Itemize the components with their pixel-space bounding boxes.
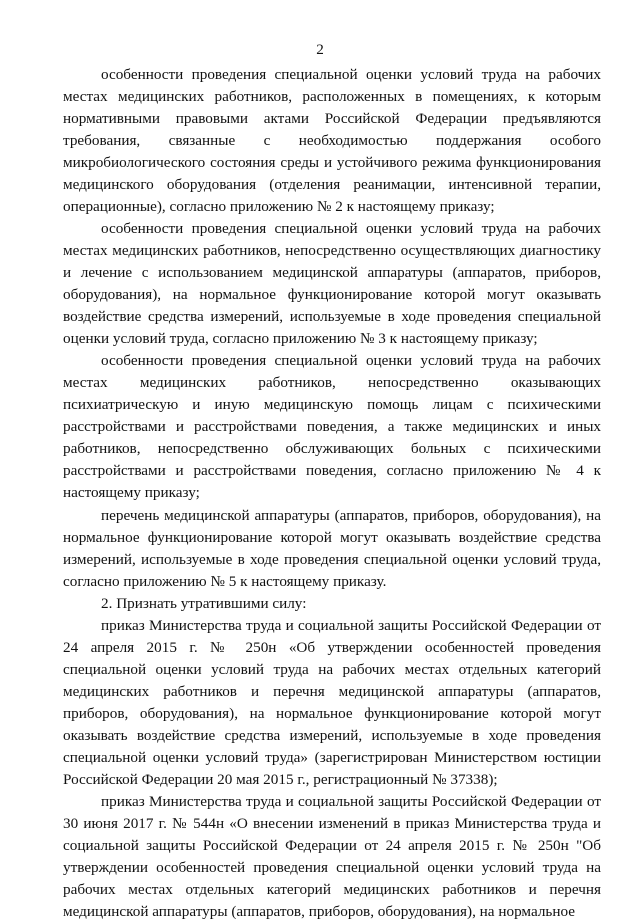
paragraph-appendix-3: особенности проведения специальной оценки условий труда на рабочих местах медицинских работников, непосредственно осуществляющих диагностику и лечение с использованием медицинской аппаратуры (аппаратов, приборов, оборудования), на нормальное функционирование которой могут оказывать воздействие средства измерений, используемые в ходе проведения специальной оценки условий труда, согласно приложению № 3 к настоящему приказу; bbox=[63, 220, 601, 347]
paragraph-appendix-2: особенности проведения специальной оценки условий труда на рабочих местах медицинских работников, расположенных в помещениях, к которым нормативными правовыми актами Российской Федерации предъявляются требования, связанные с необходимостью поддержания особого микробиологического состояния среды и устойчивого режима функционирования медицинского оборудования (отделения реанимации, интенсивной терапии, операционные), согласно приложению № 2 к настоящему приказу; bbox=[63, 66, 601, 215]
document-body bbox=[63, 64, 601, 923]
paragraph-order-250n: приказ Министерства труда и социальной защиты Российской Федерации от 24 апреля 2015 г. № 250н «Об утверждении особенностей проведения специальной оценки условий труда на рабочих местах отдельных категорий медицинских работников и перечня медицинской аппаратуры (аппаратов, приборов, оборудования), на нормальное функционирование которой могут оказывать воздействие средства измерений, используемые в ходе проведения специальной оценки условий труда» (зарегистрирован Министерством юстиции Российской Федерации 20 мая 2015 г., регистрационный № 37338); bbox=[63, 617, 601, 788]
paragraph-appendix-4: особенности проведения специальной оценки условий труда на рабочих местах медицинских работников, непосредственно оказывающих психиатрическую и иную медицинскую помощь лицам с психическими расстройствами и расстройствами поведения, а также медицинских и иных работников, непосредственно обслуживающих больных с психическими расстройствами и расстройствами поведения, согласно приложению № 4 к настоящему приказу; bbox=[63, 352, 601, 501]
paragraph-appendix-5: перечень медицинской аппаратуры (аппаратов, приборов, оборудования), на нормальное функционирование которой могут оказывать воздействие средства измерений, используемые в ходе проведения специальной оценки условий труда, согласно приложению № 5 к настоящему приказу. bbox=[63, 507, 601, 590]
paragraph-order-544n: приказ Министерства труда и социальной защиты Российской Федерации от 30 июня 2017 г. № 544н «О внесении изменений в приказ Министерства труда и социальной защиты Российской Федерации от 24 апреля 2015 г. № 250н "Об утверждении особенностей проведения специальной оценки условий труда на рабочих местах отдельных категорий медицинских работников и перечня медицинской аппаратуры (аппаратов, приборов, оборудования), на нормальное bbox=[63, 793, 601, 920]
paragraph-section-2-heading: 2. Признать утратившими силу: bbox=[101, 595, 307, 612]
page-number: 2 bbox=[316, 41, 324, 58]
